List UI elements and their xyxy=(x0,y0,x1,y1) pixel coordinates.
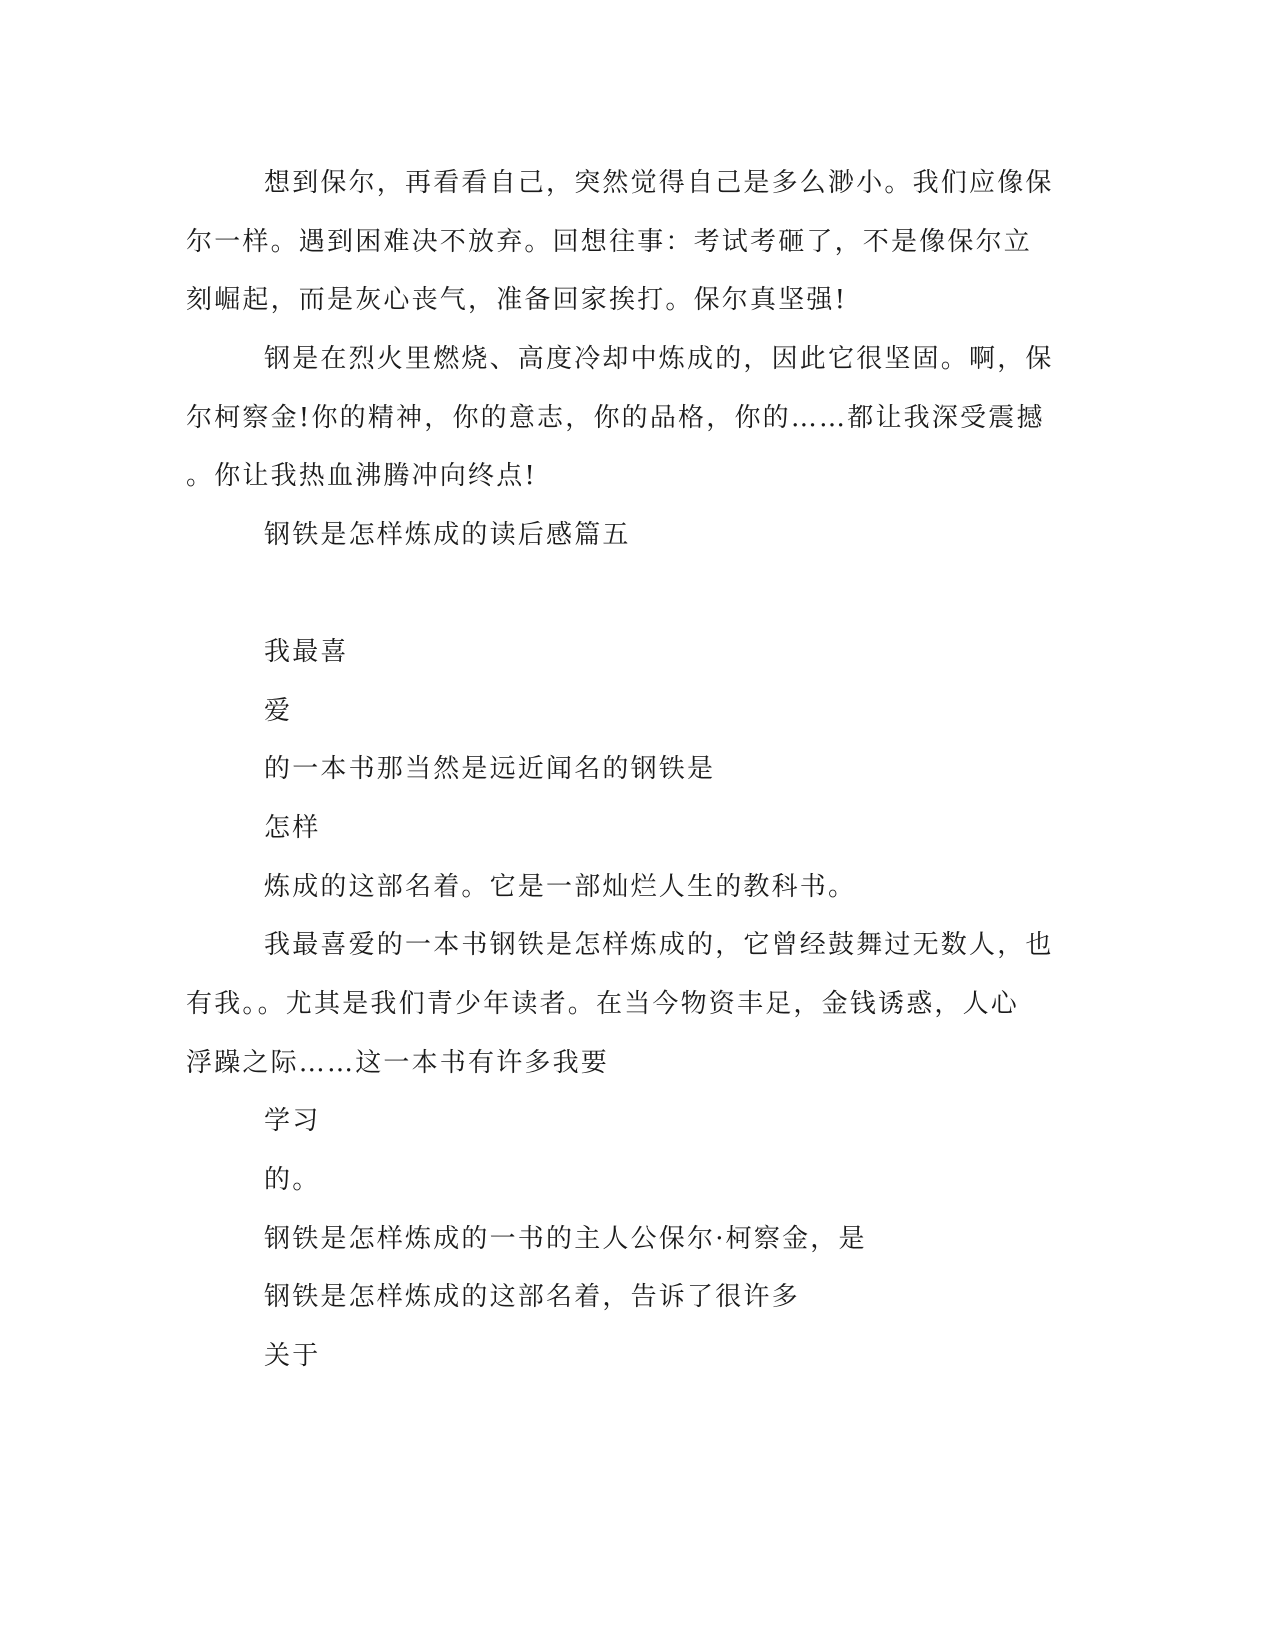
section-heading: 钢铁是怎样炼成的读后感篇五 xyxy=(264,520,631,550)
paragraph-line: 尔一样。遇到困难决不放弃。回想往事：考试考砸了，不是像保尔立 xyxy=(186,227,1033,257)
paragraph-line: 怎样 xyxy=(264,813,321,843)
paragraph-line: 有我。。尤其是我们青少年读者。在当今物资丰足，金钱诱惑，人心 xyxy=(186,989,1020,1019)
paragraph-line: 爱 xyxy=(264,696,293,726)
paragraph-line: 钢铁是怎样炼成的一书的主人公保尔·柯察金，是 xyxy=(264,1224,867,1254)
paragraph-line: 的一本书那当然是远近闻名的钢铁是 xyxy=(264,754,716,784)
paragraph-line: 学习 xyxy=(264,1106,321,1136)
paragraph-line: 我最喜 xyxy=(264,637,349,667)
paragraph-line: 想到保尔，再看看自己，突然觉得自己是多么渺小。我们应像保 xyxy=(264,168,1054,198)
paragraph-line: 我最喜爱的一本书钢铁是怎样炼成的，它曾经鼓舞过无数人，也 xyxy=(264,930,1054,960)
paragraph-line: 尔柯察金!你的精神，你的意志，你的品格，你的……都让我深受震撼 xyxy=(186,403,1045,433)
paragraph-line: 刻崛起，而是灰心丧气，准备回家挨打。保尔真坚强! xyxy=(186,285,848,315)
paragraph-line: 关于 xyxy=(264,1341,321,1371)
paragraph-line: 钢是在烈火里燃烧、高度冷却中炼成的，因此它很坚固。啊，保 xyxy=(264,344,1054,374)
paragraph-line: 。你让我热血沸腾冲向终点! xyxy=(186,461,538,491)
paragraph-line: 炼成的这部名着。它是一部灿烂人生的教科书。 xyxy=(264,872,857,902)
paragraph-line: 浮躁之际……这一本书有许多我要 xyxy=(186,1048,610,1078)
paragraph-line: 钢铁是怎样炼成的这部名着，告诉了很许多 xyxy=(264,1282,800,1312)
paragraph-line: 的。 xyxy=(264,1165,321,1195)
